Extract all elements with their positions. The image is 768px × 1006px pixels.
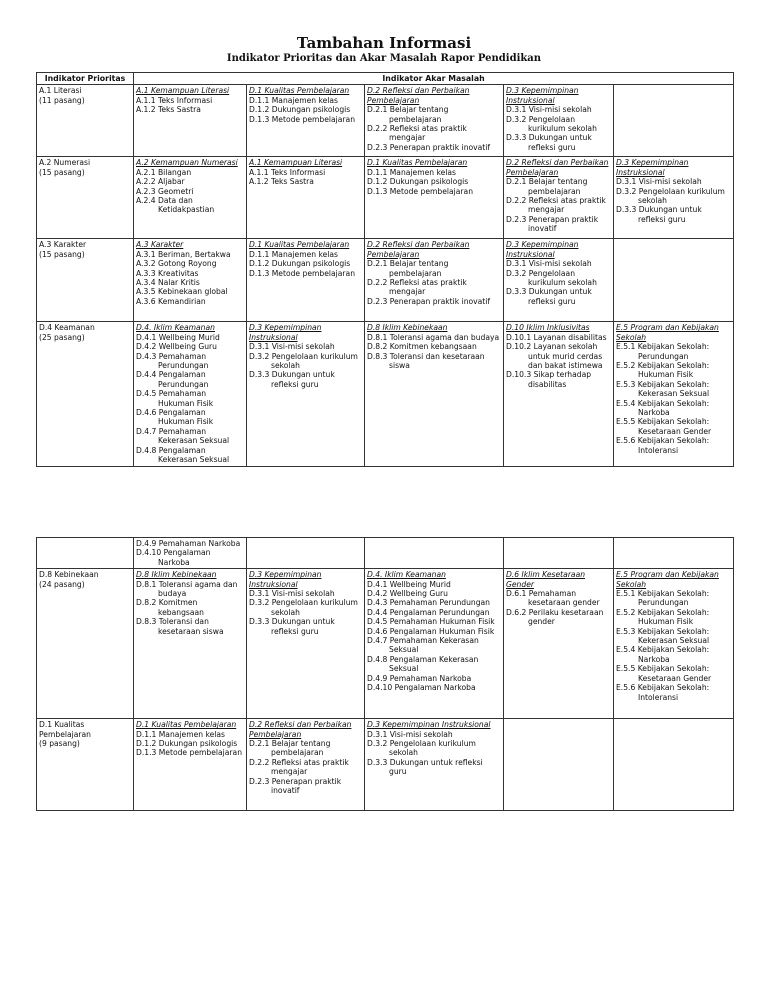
priority-label: A.2 Numerasi — [39, 158, 91, 168]
priority-indicator-cell — [37, 719, 134, 811]
indicator-item: D.10.3 Sikap terhadap disabilitas — [506, 370, 592, 389]
indicator-item: D.3.3 Dukungan untuk refleksi guru — [506, 287, 592, 306]
indicator-item: D.4.8 Pengalaman Kekerasan Seksual — [136, 445, 230, 465]
indicator-item: D.4.7 Pemahaman Kekerasan Seksual — [367, 636, 479, 655]
root-cause-cell — [365, 239, 504, 322]
indicator-item: E.5.6 Kebijakan Sekolah: Intoleransi — [616, 683, 710, 702]
indicator-item: E.5.4 Kebijakan Sekolah: Narkoba — [616, 398, 710, 418]
indicator-item: D.10.1 Layanan disabilitas — [506, 332, 607, 342]
priority-indicator-cell — [37, 157, 134, 239]
indicator-item: D.3.1 Visi-misi sekolah — [616, 177, 702, 187]
indicator-heading: A.2 Kemampuan Numerasi — [136, 158, 238, 168]
root-cause-cell — [134, 322, 247, 466]
continued-cell — [614, 538, 734, 569]
indicator-item: D.3.1 Visi-misi sekolah — [249, 589, 335, 599]
indicator-item: D.8.3 Toleransi dan kesetaraan siswa — [136, 617, 224, 636]
indicator-item: D.1.2 Dukungan psikologis — [249, 105, 351, 115]
indicator-item: A.2.3 Geometri — [136, 186, 194, 196]
indicator-item: D.4.2 Wellbeing Guru — [367, 589, 448, 599]
indicator-item: D.3.3 Dukungan untuk refleksi guru — [367, 757, 483, 777]
indicator-item: D.3.2 Pengelolaan kurikulum sekolah — [249, 598, 358, 617]
indicator-item: D.4.10 Pengalaman Narkoba — [136, 548, 211, 567]
indicator-item: D.2.3 Penerapan praktik inovatif — [367, 142, 491, 152]
root-cause-cell — [247, 85, 365, 157]
indicator-item: D.4.1 Wellbeing Murid — [136, 332, 220, 342]
indicator-item: A.1.1 Teks Informasi — [249, 167, 326, 177]
indicator-item: D.4.3 Pemahaman Perundungan — [367, 598, 490, 608]
indicator-item: D.1.2 Dukungan psikologis — [249, 259, 351, 269]
indicator-heading: E.5 Program dan Kebijakan Sekolah — [616, 570, 719, 589]
indicator-item: D.1.1 Manajemen kelas — [249, 249, 339, 259]
indicator-heading: D.8 Iklim Kebinekaan — [136, 570, 217, 580]
indicator-item: D.2.3 Penerapan praktik inovatif — [367, 296, 491, 306]
table-row — [37, 85, 734, 157]
priority-label: (15 pasang) — [39, 167, 85, 177]
root-cause-cell — [365, 322, 504, 466]
indicator-heading: E.5 Program dan Kebijakan Sekolah — [616, 323, 719, 342]
root-cause-cell — [504, 322, 614, 466]
indicator-heading: D.2 Refleksi dan Perbaikan Pembelajaran — [249, 720, 352, 739]
root-cause-cell — [365, 569, 504, 719]
indicator-item: D.6.1 Pemahaman kesetaraan gender — [506, 589, 600, 608]
priority-label: D.4 Keamanan — [39, 323, 95, 333]
indicator-heading: D.3 Kepemimpinan Instruksional — [616, 158, 689, 177]
indicator-item: D.3.3 Dukungan untuk refleksi guru — [249, 617, 335, 636]
indicator-item: E.5.3 Kebijakan Sekolah: Kekerasan Seksual — [616, 626, 710, 646]
indicator-table — [36, 72, 734, 467]
indicator-heading: D.10 Iklim Inklusivitas — [506, 323, 590, 333]
page-title: Tambahan Informasi — [296, 34, 472, 52]
indicator-item: D.4.5 Pemahaman Hukuman Fisik — [367, 617, 495, 627]
indicator-heading: D.3 Kepemimpinan Instruksional — [367, 720, 491, 730]
indicator-item: D.4.6 Pengalaman Hukuman Fisik — [367, 626, 495, 636]
indicator-item: E.5.6 Kebijakan Sekolah: Intoleransi — [616, 436, 710, 455]
indicator-item: D.4.8 Pengalaman Kekerasan Seksual — [367, 654, 479, 674]
indicator-item: D.2.3 Penerapan praktik inovatif — [249, 776, 342, 796]
root-cause-cell — [504, 157, 614, 239]
priority-label: A.3 Karakter — [39, 240, 87, 250]
root-cause-cell — [365, 85, 504, 157]
table-row — [37, 157, 734, 239]
indicator-heading: A.1 Kemampuan Literasi — [249, 158, 343, 168]
indicator-item: E.5.2 Kebijakan Sekolah: Hukuman Fisik — [616, 361, 710, 380]
indicator-item: D.3.1 Visi-misi sekolah — [249, 342, 335, 352]
indicator-heading: A.1 Kemampuan Literasi — [136, 86, 230, 96]
indicator-item: D.8.1 Toleransi agama dan budaya — [136, 579, 238, 599]
indicator-item: D.8.2 Komitmen kebangsaan — [367, 342, 477, 352]
indicator-item: D.2.2 Refleksi atas praktik mengajar — [249, 757, 349, 777]
indicator-item: D.1.1 Manajemen kelas — [367, 167, 457, 177]
root-cause-cell — [614, 569, 734, 719]
indicator-heading: A.3 Karakter — [136, 240, 184, 250]
root-cause-cell — [247, 157, 365, 239]
continued-cell — [504, 538, 614, 569]
continued-cell — [365, 538, 504, 569]
indicator-heading: D.6 Iklim Kesetaraan Gender — [506, 570, 586, 589]
root-cause-cell — [504, 85, 614, 157]
priority-indicator-cell — [37, 85, 134, 157]
indicator-item: D.3.3 Dukungan untuk refleksi guru — [616, 205, 702, 224]
page-subtitle: Indikator Prioritas dan Akar Masalah Rapor Pendidikan — [226, 53, 542, 64]
priority-label: A.1 Literasi — [39, 86, 82, 96]
indicator-item: D.3.2 Pengelolaan kurikulum sekolah — [249, 351, 358, 371]
indicator-heading: D.4. Iklim Keamanan — [367, 570, 446, 580]
indicator-heading: D.1 Kualitas Pembelajaran — [249, 240, 350, 250]
indicator-heading: D.1 Kualitas Pembelajaran — [367, 158, 468, 168]
indicator-item: A.3.3 Kreativitas — [136, 268, 199, 278]
indicator-heading: D.1 Kualitas Pembelajaran — [136, 720, 237, 730]
indicator-item: E.5.5 Kebijakan Sekolah: Kesetaraan Gender — [616, 664, 712, 683]
indicator-item: D.2.1 Belajar tentang pembelajaran — [506, 177, 588, 196]
indicator-item: D.2.2 Refleksi atas praktik mengajar — [367, 124, 467, 143]
indicator-item: D.2.1 Belajar tentang pembelajaran — [367, 105, 449, 124]
indicator-heading: D.3 Kepemimpinan Instruksional — [249, 570, 322, 589]
priority-indicator-cell — [37, 569, 134, 719]
root-cause-cell — [614, 322, 734, 466]
indicator-item: D.3.1 Visi-misi sekolah — [506, 259, 592, 269]
priority-label: (11 pasang) — [39, 95, 85, 105]
continued-cell — [247, 538, 365, 569]
indicator-item: D.4.2 Wellbeing Guru — [136, 342, 217, 352]
indicator-heading: D.3 Kepemimpinan Instruksional — [506, 240, 579, 259]
indicator-item: D.1.2 Dukungan psikologis — [136, 739, 238, 749]
root-cause-cell — [504, 719, 614, 811]
priority-label: (15 pasang) — [39, 249, 85, 259]
indicator-heading: D.4. Iklim Keamanan — [136, 323, 215, 333]
indicator-item: D.3.2 Pengelolaan kurikulum sekolah — [367, 739, 476, 758]
root-cause-cell — [134, 569, 247, 719]
indicator-item: D.6.2 Perilaku kesetaraan gender — [506, 607, 604, 627]
indicator-item: D.2.1 Belajar tentang pembelajaran — [249, 739, 331, 758]
root-cause-cell — [504, 569, 614, 719]
indicator-item: D.4.9 Pemahaman Narkoba — [136, 539, 241, 548]
root-cause-cell — [247, 239, 365, 322]
indicator-item: D.4.10 Pengalaman Narkoba — [367, 683, 476, 693]
indicator-item: D.3.2 Pengelolaan kurikulum sekolah — [506, 268, 597, 288]
indicator-item: D.8.3 Toleransi dan kesetaraan siswa — [367, 351, 485, 371]
table-row — [37, 569, 734, 719]
priority-label: (9 pasang) — [39, 739, 80, 749]
indicator-item: D.3.1 Visi-misi sekolah — [367, 729, 453, 739]
root-cause-cell — [247, 569, 365, 719]
indicator-heading: D.3 Kepemimpinan Instruksional — [506, 86, 579, 105]
indicator-item: D.2.2 Refleksi atas praktik mengajar — [367, 278, 467, 297]
indicator-item: A.3.6 Kemandirian — [136, 296, 206, 306]
indicator-item: E.5.1 Kebijakan Sekolah: Perundungan — [616, 342, 710, 361]
indicator-item: D.4.4 Pengalaman Perundungan — [136, 370, 209, 389]
table-row — [37, 239, 734, 322]
root-cause-cell — [614, 157, 734, 239]
priority-label: (25 pasang) — [39, 332, 85, 342]
root-cause-cell — [134, 719, 247, 811]
indicator-item: D.8.2 Komitmen kebangsaan — [136, 598, 204, 617]
indicator-item: D.1.3 Metode pembelajaran — [136, 748, 243, 758]
indicator-item: E.5.5 Kebijakan Sekolah: Kesetaraan Gender — [616, 417, 712, 436]
indicator-item: D.4.7 Pemahaman Kekerasan Seksual — [136, 426, 230, 446]
root-cause-cell — [134, 157, 247, 239]
indicator-item: E.5.3 Kebijakan Sekolah: Kekerasan Seksual — [616, 379, 710, 399]
root-cause-cell — [365, 719, 504, 811]
root-cause-cell — [614, 85, 734, 157]
indicator-item: D.1.1 Manajemen kelas — [136, 729, 226, 739]
root-cause-cell — [134, 239, 247, 322]
header-prioritas: Indikator Prioritas — [37, 73, 134, 85]
indicator-item: A.1.1 Teks Informasi — [136, 95, 213, 105]
indicator-item: D.2.2 Refleksi atas praktik mengajar — [506, 196, 606, 215]
indicator-item: D.4.5 Pemahaman Hukuman Fisik — [136, 389, 214, 408]
table-row-continued — [37, 538, 734, 569]
indicator-item: A.3.4 Nalar Kritis — [136, 278, 200, 288]
priority-label: Pembelajaran — [39, 729, 91, 739]
priority-label: (24 pasang) — [39, 579, 85, 589]
root-cause-cell — [365, 157, 504, 239]
root-cause-cell — [504, 239, 614, 322]
root-cause-cell — [247, 322, 365, 466]
indicator-item: D.4.1 Wellbeing Murid — [367, 579, 451, 589]
indicator-heading: D.3 Kepemimpinan Instruksional — [249, 323, 322, 342]
indicator-item: D.1.3 Metode pembelajaran — [249, 268, 356, 278]
indicator-item: D.1.2 Dukungan psikologis — [367, 177, 469, 187]
indicator-heading: D.2 Refleksi dan Perbaikan Pembelajaran — [367, 86, 470, 105]
indicator-item: D.1.3 Metode pembelajaran — [249, 114, 356, 124]
indicator-item: A.2.1 Bilangan — [136, 167, 192, 177]
indicator-item: E.5.4 Kebijakan Sekolah: Narkoba — [616, 645, 710, 664]
indicator-heading: D.1 Kualitas Pembelajaran — [249, 86, 350, 96]
indicator-item: D.10.2 Layanan sekolah untuk murid cerdas dan bakat istimewa — [506, 342, 603, 371]
indicator-item: A.2.4 Data dan Ketidakpastian — [136, 196, 215, 215]
indicator-item: D.8.1 Toleransi agama dan budaya — [367, 332, 500, 342]
indicator-item: E.5.1 Kebijakan Sekolah: Perundungan — [616, 589, 710, 608]
table-row — [37, 322, 734, 466]
continued-cell — [37, 538, 134, 569]
indicator-heading: D.2 Refleksi dan Perbaikan Pembelajaran — [367, 240, 470, 259]
root-cause-cell — [247, 719, 365, 811]
indicator-item: D.4.6 Pengalaman Hukuman Fisik — [136, 408, 214, 427]
indicator-item: A.1.2 Teks Sastra — [249, 177, 314, 187]
indicator-heading: D.2 Refleksi dan Perbaikan Pembelajaran — [506, 158, 609, 177]
indicator-item: A.3.2 Gotong Royong — [136, 259, 217, 269]
root-cause-cell — [614, 239, 734, 322]
continued-cell — [134, 538, 247, 569]
root-cause-cell — [614, 719, 734, 811]
indicator-item: E.5.2 Kebijakan Sekolah: Hukuman Fisik — [616, 607, 710, 627]
header-akar-masalah: Indikator Akar Masalah — [134, 73, 734, 85]
indicator-item: A.3.5 Kebinekaan global — [136, 287, 228, 297]
indicator-item: A.2.2 Aljabar — [136, 177, 185, 187]
indicator-item: D.3.3 Dukungan untuk refleksi guru — [506, 133, 592, 152]
indicator-table-continued — [36, 537, 734, 811]
indicator-item: A.1.2 Teks Sastra — [136, 105, 201, 115]
indicator-item: D.4.4 Pengalaman Perundungan — [367, 607, 490, 617]
indicator-item: D.3.2 Pengelolaan kurikulum sekolah — [616, 186, 725, 206]
indicator-item: D.2.3 Penerapan praktik inovatif — [506, 214, 599, 234]
priority-label: D.8 Kebinekaan — [39, 570, 99, 580]
priority-label: D.1 Kualitas — [39, 720, 85, 730]
priority-indicator-cell — [37, 322, 134, 466]
indicator-item: D.3.2 Pengelolaan kurikulum sekolah — [506, 114, 597, 134]
indicator-item: D.3.3 Dukungan untuk refleksi guru — [249, 370, 335, 389]
indicator-item: D.1.3 Metode pembelajaran — [367, 186, 474, 196]
indicator-item: D.4.3 Pemahaman Perundungan — [136, 351, 209, 371]
priority-indicator-cell — [37, 239, 134, 322]
indicator-item: D.3.1 Visi-misi sekolah — [506, 105, 592, 115]
table-row — [37, 719, 734, 811]
indicator-item: A.3.1 Beriman, Bertakwa — [136, 249, 231, 259]
indicator-heading: D.8 Iklim Kebinekaan — [367, 323, 448, 333]
root-cause-cell — [134, 85, 247, 157]
indicator-item: D.2.1 Belajar tentang pembelajaran — [367, 259, 449, 278]
table-header-row — [37, 73, 734, 85]
indicator-item: D.1.1 Manajemen kelas — [249, 95, 339, 105]
indicator-item: D.4.9 Pemahaman Narkoba — [367, 673, 472, 683]
